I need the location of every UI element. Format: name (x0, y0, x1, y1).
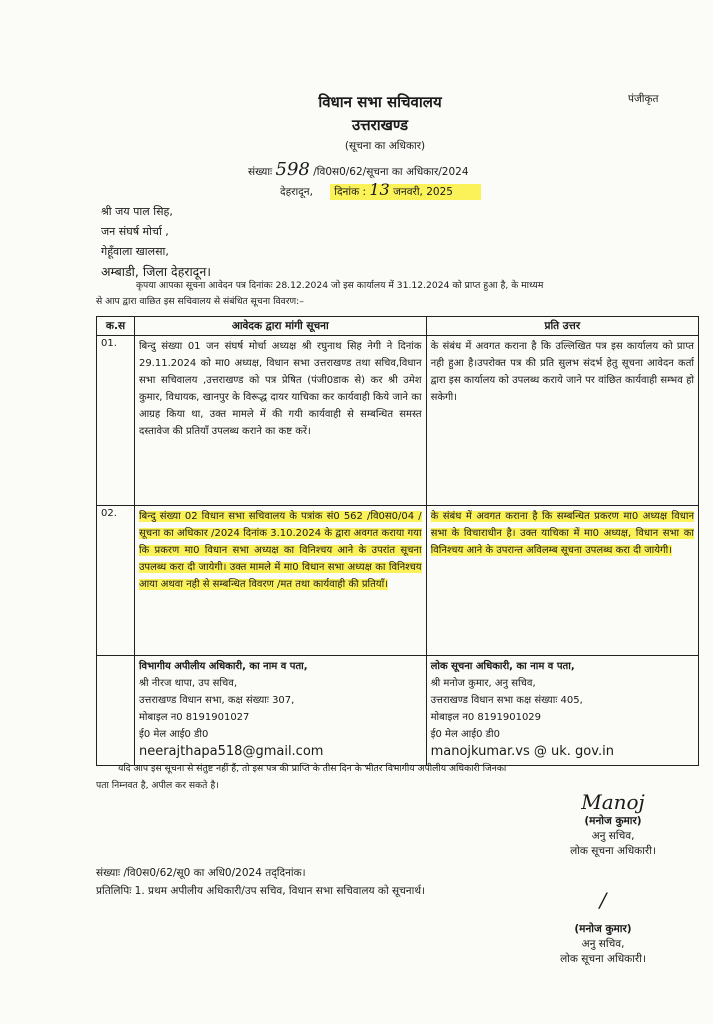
recipient-line: गेहूँवाला खालसा, (101, 245, 169, 258)
ref-number: 598 (275, 159, 310, 180)
row-sn: 02. (97, 506, 135, 656)
intro-line-2: से आप द्वारा वाछित इस सचिवालय से संबंधित सूचना विवरण:– (96, 296, 304, 307)
signatory-office: लोक सूचना अधिकारी। (560, 953, 646, 965)
appellate-email: neerajthapa518@gmail.com (138, 744, 324, 759)
registered-mark: पंजीकृत (628, 93, 659, 105)
appeal-note-line-2: पता निम्नवत है, अपील कर सकते है। (96, 780, 219, 791)
pio-heading: लोक सूचना अधिकारी, का नाम व पता, (430, 661, 575, 672)
signature-block-1 (548, 790, 678, 859)
footer-reference: संख्याः /वि0स0/62/सू0 का अधि0/2024 तद्‌दिनांक। (96, 867, 306, 879)
signatory-name: (मनोज कुमार) (574, 923, 632, 935)
signatory-designation: अनु सचिव, (591, 830, 635, 842)
date-label: दिनांक : (334, 186, 367, 198)
col-header-sn: क.स (97, 317, 135, 336)
recipient-line: जन संघर्ष मोर्चा , (101, 225, 169, 238)
pio-mobile: मोबाइल न0 8191901029 (430, 712, 542, 723)
table-row (97, 506, 699, 656)
pio-name: श्री मनोज कुमार, अनु सचिव, (430, 678, 536, 689)
pio-block (426, 656, 698, 766)
appeal-note-line-1: यदि आप इस सूचना से संतुष्ट नहीं हैं, तो इस पत्र की प्राप्ति के तीस दिन के भीतर विभागीय अपीलीय अधिकारी जिनका (118, 763, 507, 774)
date-highlight (330, 180, 481, 200)
state-title: उत्तराखण्ड (351, 116, 409, 134)
appellate-heading: विभागीय अपीलीय अधिकारी, का नाम व पता, (138, 661, 308, 672)
col-header-request: आवेदक द्वारा मांगी सूचना (134, 317, 426, 336)
row-request-highlight: बिन्दु संख्या 02 विधान सभा सचिवालय के पत्रांक सं0 562 /वि0स0/04 /सूचना का अधिकार /2024 दिनांक 3.10.2024 के द्वारा अवगत कराया गया कि प्रकरण मा0 विधान सभा अध्यक्ष का विनिश्चय आने के उपरांत सूचना उपलब्ध करा दी जायेगी। उक्त मामले में मा0 विधान सभा अध्यक्ष का विनिश्चय आया अथवा नही से सम्बन्धित विवरण /मत तथा कार्यवाही की प्रतियाँ। (138, 511, 422, 590)
row-request: बिन्दु संख्या 01 जन संघर्ष मोर्चा अध्यक्ष श्री रघुनाथ सिह नेगी ने दिनांक 29.11.2024 को मा0 अध्यक्ष, विधान सभा उत्तराखण्ड तथा सचिव,विधान सभा सचिवालय ,उत्तराखण्ड को पत्र प्रेषित (पंजी0डाक से) कर श्री उमेश कुमार, विधायक, खानपुर के विरूद्ध दायर याचिका कर कार्यवाही किये जाने का आग्रह किया था, उक्त मामले में की गयी कार्यवाही से सम्बन्धित समस्त दस्तावेज की प्रतियाँ उपलब्ध कराने का कष्ट करें। (134, 336, 426, 506)
reference-line (248, 159, 469, 180)
pio-address: उत्तराखण्ड विधान सभा कक्ष संख्याः 405, (430, 695, 583, 706)
signatory-office: लोक सूचना अधिकारी। (570, 845, 656, 857)
row-request (134, 506, 426, 656)
row-sn: 01. (97, 336, 135, 506)
copy-text: प्रथम अपीलीय अधिकारी/उप सचिव, विधान सभा सचिवालय को सूचनार्थ। (148, 885, 426, 897)
recipient-line: श्री जय पाल सिह, (101, 205, 173, 218)
appellate-name: श्री नीरज थापा, उप सचिव, (138, 678, 238, 689)
appellate-email-label: ई0 मेल आई0 डी0 (138, 729, 209, 740)
information-table (96, 316, 699, 766)
officer-row (97, 656, 699, 766)
office-title: विधान सभा सचिवालय (318, 93, 442, 111)
pio-email-label: ई0 मेल आई0 डी0 (430, 729, 500, 740)
pio-email: manojkumar.vs @ uk. gov.in (430, 744, 614, 759)
signatory-designation: अनु सचिव, (581, 938, 625, 950)
table-header-row (97, 317, 699, 336)
signature-block-2 (538, 888, 668, 967)
date-day: 13 (369, 180, 390, 199)
signature-mark: / (599, 888, 607, 912)
copy-to-line (96, 884, 425, 899)
intro-paragraph (96, 278, 699, 310)
col-header-reply: प्रति उत्तर (426, 317, 698, 336)
subject-line: (सूचना का अधिकार) (344, 140, 426, 152)
recipient-line: अम्बाडी, जिला देहरादून। (101, 264, 211, 279)
place: देहरादून, (280, 186, 313, 198)
ref-prefix: संख्याः (248, 166, 273, 178)
signature-mark: Manoj (581, 790, 645, 814)
signatory-name: (मनोज कुमार) (584, 815, 642, 827)
row-reply: के संबंध में अवगत कराना है कि उल्लिखित पत्र इस कार्यालय को प्राप्त नही हुआ है।उपरोक्त पत्र की प्रति सुलभ संदर्भ हेतु सूचना आवेदन कर्ता द्वारा इस कार्यालय को उपलब्ध कराये जाने पर वांछित कार्यवाही सम्भव हो सकेगी। (426, 336, 698, 506)
row-reply-highlight: के संबंध में अवगत कराना है कि सम्बन्धित प्रकरण मा0 अध्यक्ष विधान सभा के विचाराधीन है। उक्त याचिका में मा0 अध्यक्ष, विधान सभा का विनिश्चय आने के उपरान्त अविलम्ब सूचना उपलब्ध करा दी जायेगी। (430, 511, 694, 556)
recipient-block (101, 202, 211, 282)
copy-label: प्रतिलिपिः 1. (96, 885, 145, 897)
appellate-mobile: मोबाइल न0 8191901027 (138, 712, 250, 723)
table-row (97, 336, 699, 506)
ref-suffix: /वि0स0/62/सूचना का अधिकार/2024 (313, 166, 469, 178)
intro-line-1: कृपया आपका सूचना आवेदन पत्र दिनांकः 28.12.2024 जो इस कार्यालय में 31.12.2024 को प्राप्त हुआ है, के माध्यम (136, 280, 544, 291)
appellate-officer-block (134, 656, 426, 766)
row-reply (426, 506, 698, 656)
date-month-year: जनवरी, 2025 (393, 186, 453, 198)
appeal-note (96, 760, 706, 794)
date-line (280, 182, 481, 200)
appellate-address: उत्तराखण्ड विधान सभा, कक्ष संख्याः 307, (138, 695, 295, 706)
